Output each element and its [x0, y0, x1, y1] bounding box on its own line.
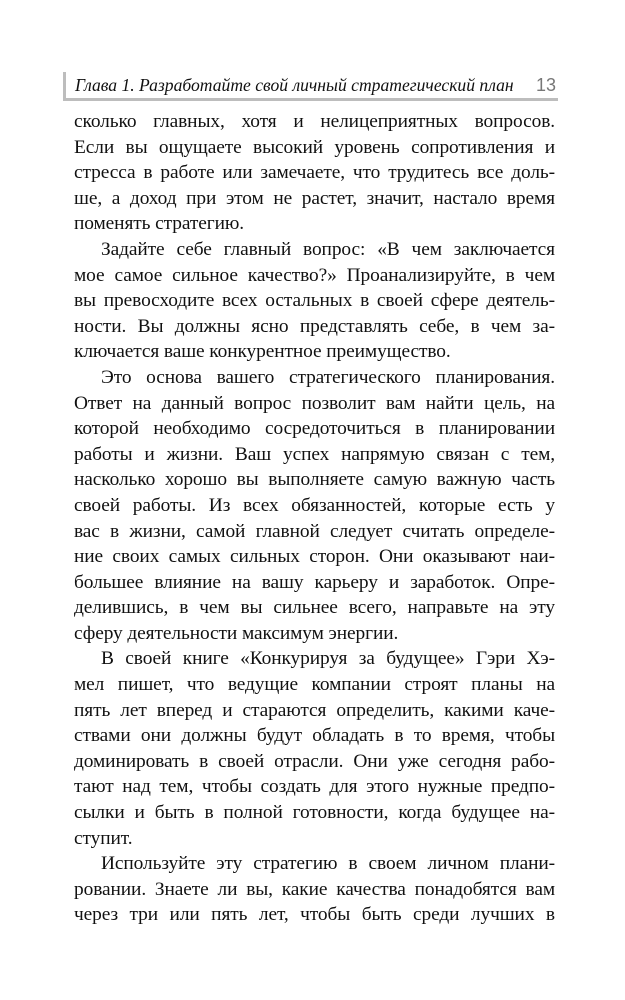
text-line: Ответ на данный вопрос позволит вам найти цель, на	[74, 392, 555, 414]
text-line: ние своих самых сильных сторон. Они оказывают наи-	[74, 546, 555, 568]
text-line: пять лет вперед и стараются определить, какими каче-	[74, 699, 555, 721]
text-line: ности. Вы должны ясно представлять себе, в чем за-	[74, 315, 555, 337]
text-line: насколько хорошо вы выполняете самую важную часть	[74, 469, 555, 491]
paragraph	[74, 365, 555, 647]
text-line: мел пишет, что ведущие компании строят планы на	[74, 674, 555, 696]
text-line: большее влияние на вашу карьеру и заработок. Опре-	[74, 571, 555, 593]
text-line: Если вы ощущаете высокий уровень сопротивления и	[74, 136, 555, 158]
text-line: Задайте себе главный вопрос: «В чем заключается	[101, 238, 555, 260]
page-number: 13	[535, 74, 556, 95]
text-line: делившись, в чем вы сильнее всего, направьте на эту	[74, 597, 555, 619]
text-line: В своей книге «Конкурируя за будущее» Гэри Хэ-	[101, 648, 555, 670]
text-line: ше, а доход при этом не растет, значит, настало время	[74, 187, 555, 209]
text-line: вас в жизни, самой главной следует считать определе-	[74, 520, 555, 542]
text-line: работы и жизни. Ваш успех напрямую связан с тем,	[74, 443, 555, 465]
body-text	[74, 109, 555, 928]
text-line: которой необходимо сосредоточиться в планировании	[74, 418, 555, 440]
text-line: доминировать в своей отрасли. Они уже сегодня рабо-	[74, 750, 555, 772]
text-line: вы превосходите всех остальных в своей сфере деятель-	[74, 290, 555, 312]
text-line: сколько главных, хотя и нелицеприятных вопросов.	[74, 111, 555, 132]
text-line: ключается ваше конкурентное преимущество.	[74, 341, 451, 363]
text-line: тают над тем, чтобы создать для этого нужные предпо-	[74, 776, 555, 798]
text-line: сферу деятельности максимум энергии.	[74, 622, 399, 644]
text-line: сылки и быть в полной готовности, когда будущее на-	[74, 802, 555, 824]
chapter-title: Глава 1. Разработайте свой личный стратегический план	[75, 74, 514, 95]
text-line: ступит.	[74, 827, 133, 849]
paragraph	[74, 237, 555, 365]
paragraph	[74, 109, 555, 237]
paragraph	[74, 851, 555, 928]
paragraph	[74, 646, 555, 851]
text-line: ствами они должны будут обладать в то время, чтобы	[74, 725, 555, 747]
text-line: через три или пять лет, чтобы быть среди лучших в	[74, 904, 555, 926]
text-line: Используйте эту стратегию в своем личном плани-	[101, 853, 555, 875]
text-line: стресса в работе или замечаете, что трудитесь все доль-	[74, 162, 555, 184]
text-line: ровании. Знаете ли вы, какие качества понадобятся вам	[74, 878, 555, 900]
text-line: поменять стратегию.	[74, 213, 245, 235]
running-header	[63, 72, 558, 101]
text-line: Это основа вашего стратегического планирования.	[101, 366, 555, 388]
text-line: своей работы. Из всех обязанностей, которые есть у	[74, 494, 555, 516]
text-line: мое самое сильное качество?» Проанализируйте, в чем	[74, 264, 555, 286]
